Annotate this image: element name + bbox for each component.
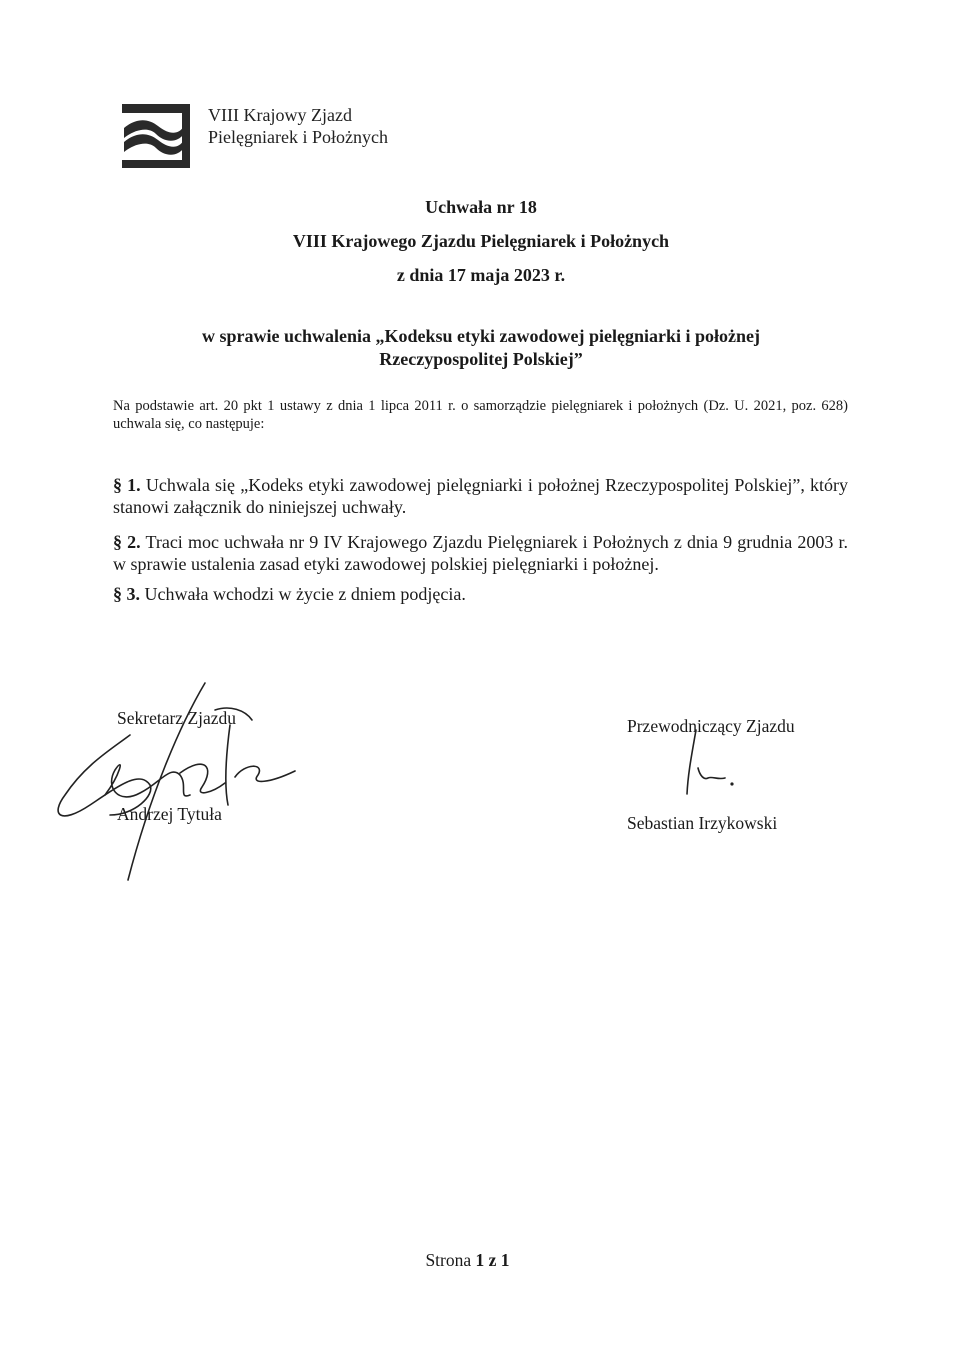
- paragraph-1: [113, 474, 848, 518]
- footer-separator: z: [484, 1250, 501, 1270]
- organization-name: [208, 104, 388, 148]
- paragraph-text: Uchwała wchodzi w życie z dniem podjęcia.: [144, 584, 466, 604]
- resolution-body: VIII Krajowego Zjazdu Pielęgniarek i Położnych: [292, 231, 670, 251]
- resolution-subject: [170, 325, 792, 371]
- secretary-name: Andrzej Tytuła: [117, 804, 222, 824]
- org-line-2: Pielęgniarek i Położnych: [208, 127, 388, 147]
- paragraph-mark: § 2.: [113, 532, 141, 552]
- resolution-title: [150, 195, 812, 297]
- org-line-1: VIII Krajowy Zjazd: [208, 105, 352, 125]
- chair-signature: [670, 728, 750, 796]
- subject-line-1: w sprawie uchwalenia „Kodeksu etyki zawodowej pielęgniarki i położnej: [201, 326, 760, 346]
- resolution-date: z dnia 17 maja 2023 r.: [396, 265, 566, 285]
- paragraph-2: [113, 531, 848, 575]
- page-footer: [0, 1250, 935, 1271]
- subject-line-2: Rzeczypospolitej Polskiej”: [379, 349, 583, 369]
- footer-total-pages: 1: [500, 1250, 510, 1270]
- resolution-number: Uchwała nr 18: [425, 197, 537, 217]
- footer-prefix: Strona: [425, 1250, 476, 1270]
- legal-basis: Na podstawie art. 20 pkt 1 ustawy z dnia 1 lipca 2011 r. o samorządzie pielęgniarek i położnych (Dz. U. 2021, poz. 628) uchwala się, co następuje:: [113, 398, 848, 432]
- chair-name: Sebastian Irzykowski: [627, 813, 778, 833]
- secretary-role: Sekretarz Zjazdu: [117, 708, 237, 728]
- footer-current-page: 1: [475, 1250, 485, 1270]
- paragraph-mark: § 3.: [113, 584, 140, 604]
- wave-logo-icon: [122, 104, 192, 168]
- paragraph-text: Traci moc uchwała nr 9 IV Krajowego Zjazdu Pielęgniarek i Położnych z dnia 9 grudnia 2003 r. w sprawie ustalenia zasad etyki zawodowej polskiej pielęgniarki i położnej.: [113, 532, 849, 574]
- chair-role: Przewodniczący Zjazdu: [627, 716, 795, 736]
- secretary-signature: [30, 675, 310, 885]
- paragraph-mark: § 1.: [113, 475, 141, 495]
- paragraph-3: [113, 583, 848, 605]
- paragraph-text: Uchwala się „Kodeks etyki zawodowej pielęgniarki i położnej Rzeczypospolitej Polskiej”, który stanowi załącznik do niniejszej uchwały.: [113, 475, 849, 517]
